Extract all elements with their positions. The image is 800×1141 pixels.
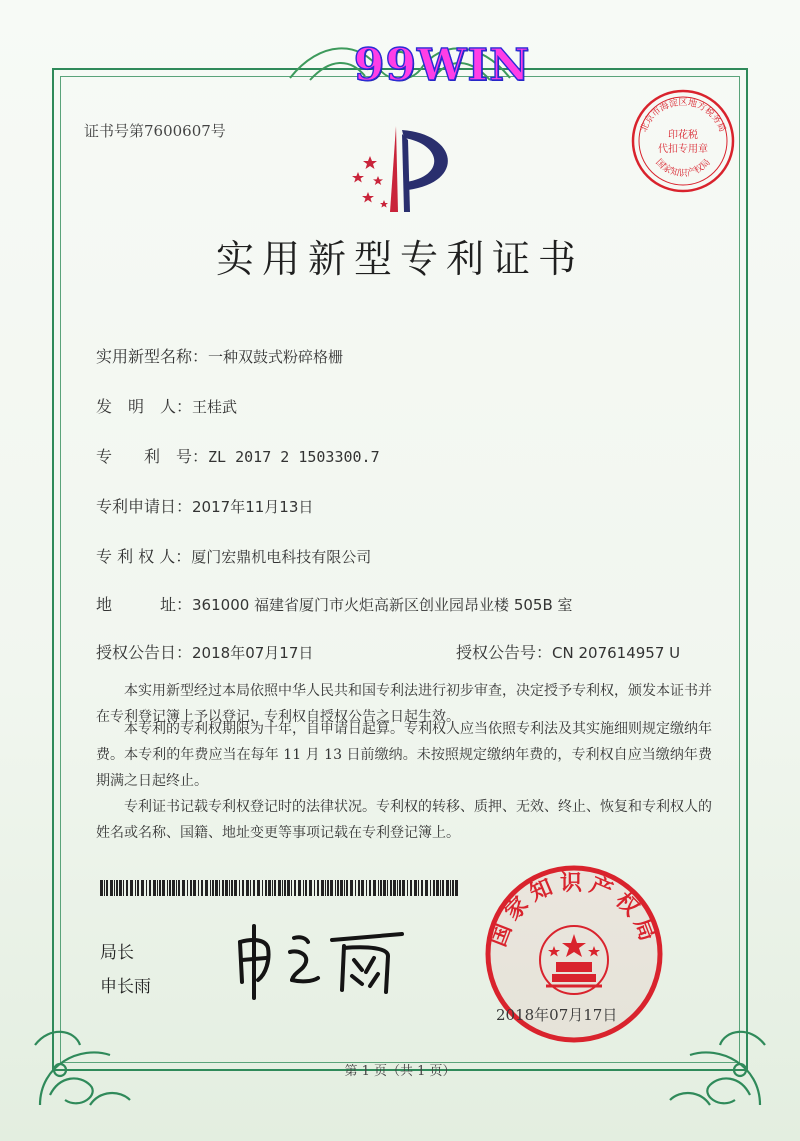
tax-stamp-outer-text: 北京市海淀区地方税务局 — [639, 98, 727, 134]
filing-date-value: 2017年11月13日 — [192, 498, 314, 516]
field-patent-no-row — [96, 444, 380, 467]
patent-no-value: ZL 2017 2 1503300.7 — [208, 448, 380, 466]
field-inventor-row — [96, 394, 237, 417]
holder-label: 专 利 权 人： — [96, 547, 192, 566]
address-value: 361000 福建省厦门市火炬高新区创业园昂业楼 505B 室 — [192, 596, 573, 614]
holder-value: 厦门宏鼎机电科技有限公司 — [191, 548, 372, 566]
grant-no-label: 授权公告号： — [456, 643, 553, 662]
field-grant-date-row — [96, 640, 313, 663]
paragraph-3: 专利证书记载专利权登记时的法律状况。专利权的转移、质押、无效、终止、恢复和专利权人的姓名或名称、国籍、地址变更等事项记载在专利登记簿上。 — [96, 799, 712, 841]
name-label: 实用新型名称： — [96, 347, 209, 366]
certificate-title: 实用新型专利证书 — [215, 237, 584, 281]
tax-stamp-bottom-text: 国家知识产权局 — [653, 157, 713, 180]
address-label: 地 址： — [96, 595, 193, 614]
inventor-value: 王桂武 — [192, 398, 238, 416]
paragraph-1: 本实用新型经过本局依照中华人民共和国专利法进行初步审查，决定授予专利权，颁发本证书并在专利登记簿上予以登记，专利权自授权公告之日起生效。 — [96, 683, 712, 725]
barcode-icon — [100, 880, 460, 896]
grant-date-value: 2018年07月17日 — [192, 644, 314, 662]
patent-office-logo-icon — [338, 120, 468, 220]
director-name: 申长雨 — [100, 977, 151, 997]
grant-date-label: 授权公告日： — [96, 643, 193, 662]
certificate-number: 证书号第7600607号 — [84, 122, 226, 140]
inventor-label: 发 明 人： — [96, 397, 193, 416]
grant-no-value: CN 207614957 U — [552, 644, 681, 662]
director-title: 局长 — [100, 943, 134, 963]
field-grant-no-row — [456, 640, 680, 663]
tax-stamp — [628, 86, 738, 196]
paragraph-2: 本专利的专利权期限为十年，自申请日起算。专利权人应当依照专利法及其实施细则规定缴纳年费。本专利的年费应当在每年 11 月 13 日前缴纳。未按照规定缴纳年费的，专利权自应当缴纳年费期满之日起终止。 — [96, 721, 712, 789]
page-number: 第 1 页（共 1 页） — [344, 1064, 456, 1079]
seal-date: 2018年07月17日 — [496, 1006, 618, 1024]
field-holder-row — [96, 544, 371, 567]
patent-no-label: 专 利 号： — [96, 447, 209, 466]
field-name-row — [96, 344, 343, 367]
director-signature-icon — [228, 920, 408, 1000]
watermark-text: 99WIN — [353, 40, 531, 91]
tax-stamp-line2: 代扣专用章 — [658, 144, 708, 155]
svg-text:国家知识产权局 — [653, 157, 712, 179]
seal-arc-text: 国家知识产权局 — [485, 871, 663, 951]
field-filing-date-row — [96, 494, 313, 517]
name-value: 一种双鼓式粉碎格栅 — [208, 348, 344, 366]
field-address-row — [96, 592, 573, 615]
tax-stamp-line1: 印花税 — [668, 130, 698, 141]
bottom-right-ornament-icon — [660, 985, 780, 1115]
bottom-left-ornament-icon — [20, 985, 140, 1115]
filing-date-label: 专利申请日： — [96, 497, 193, 516]
